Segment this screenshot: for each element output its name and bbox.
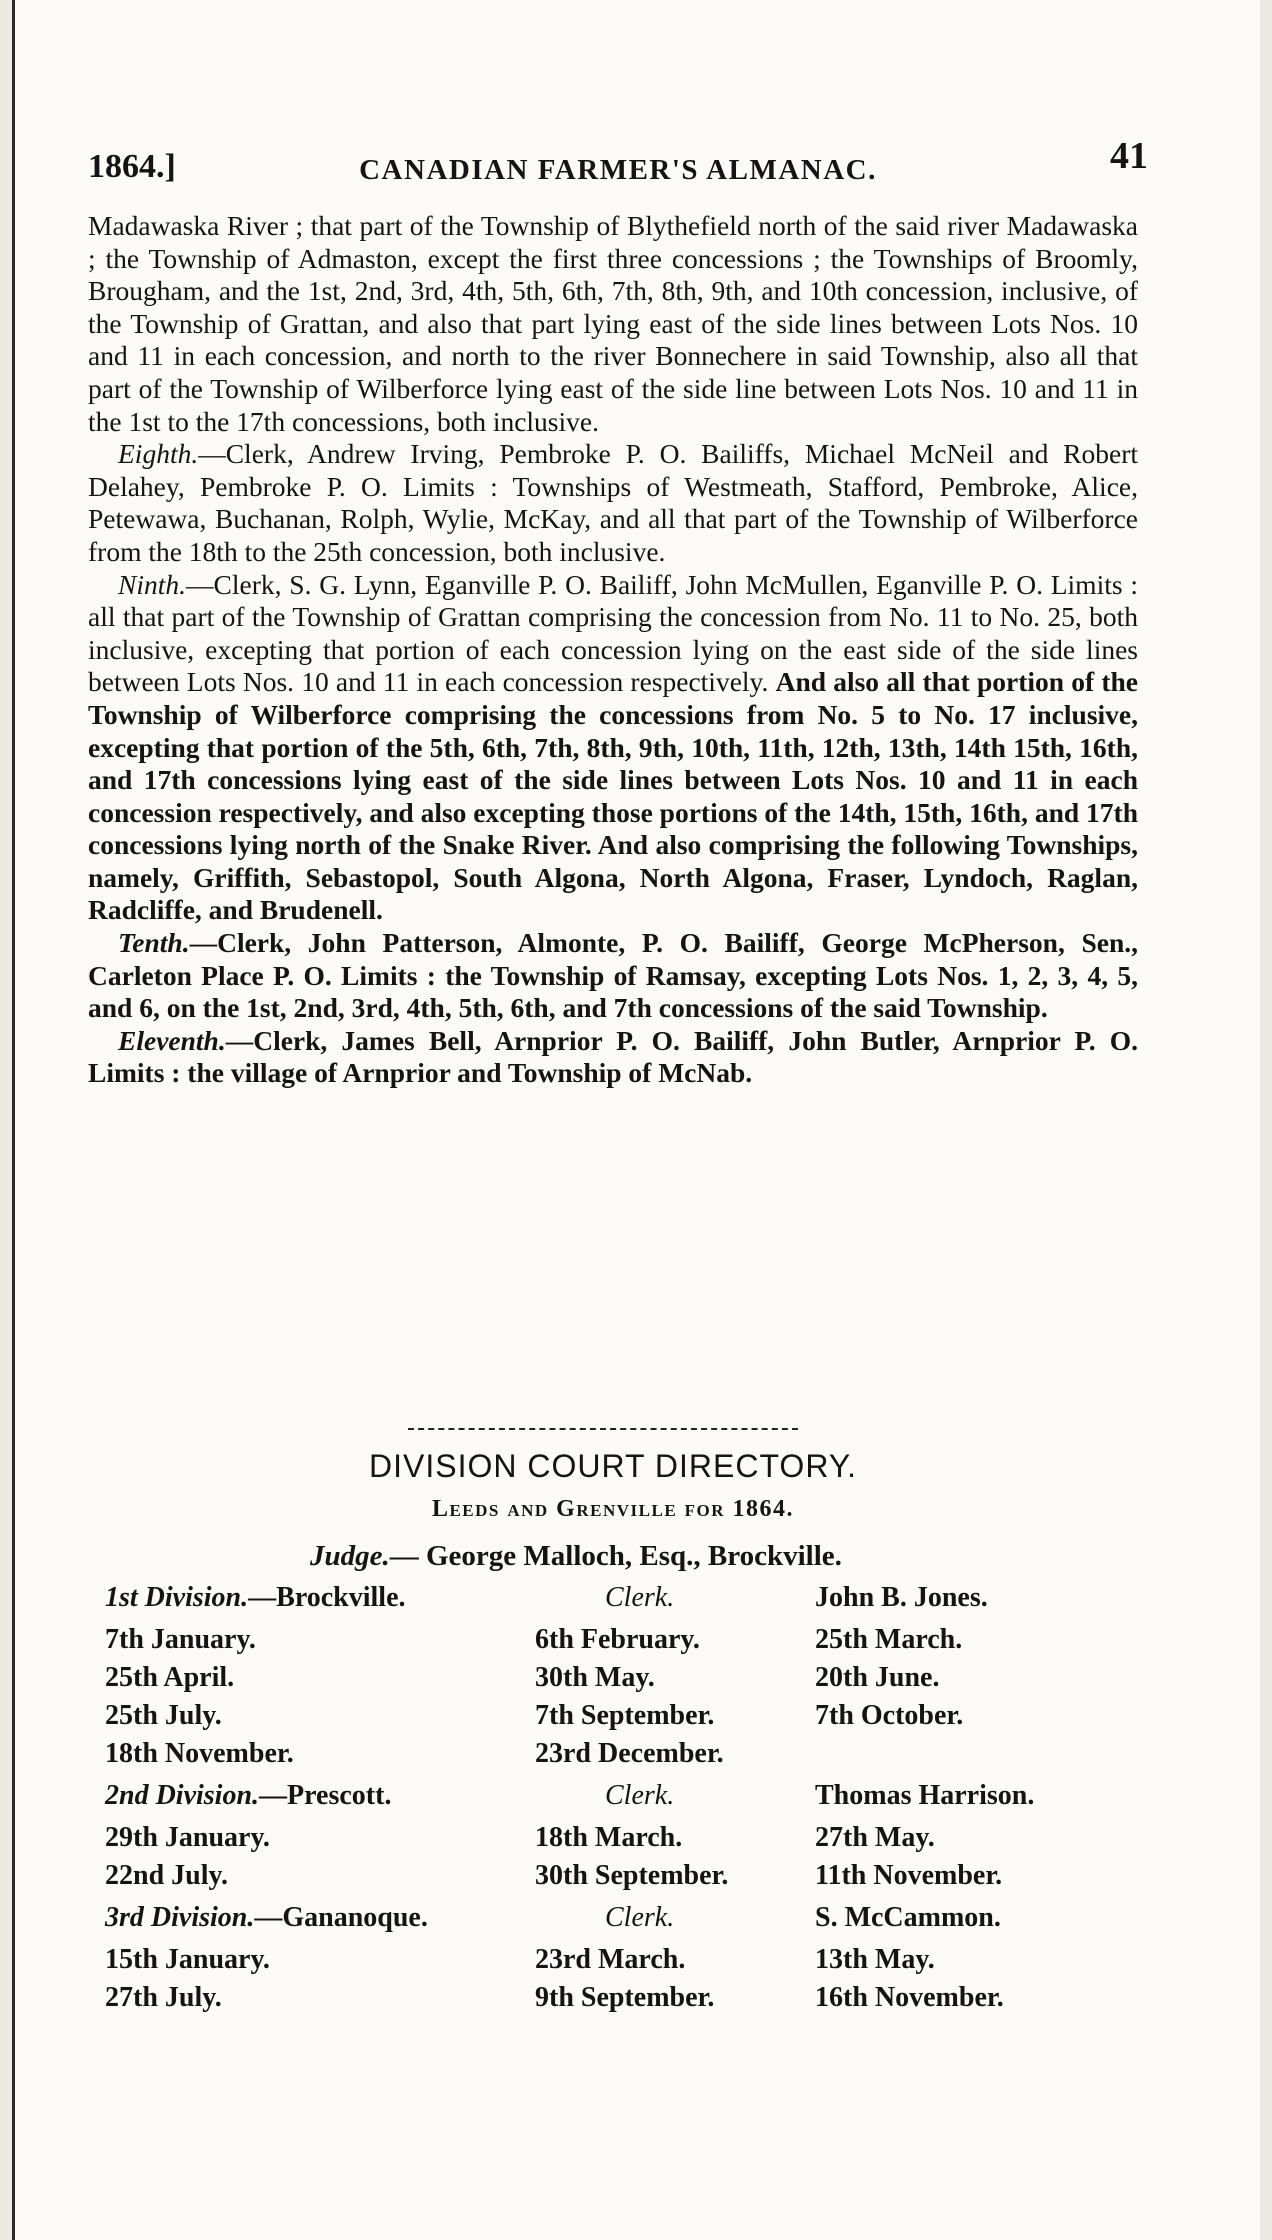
- judge-name: — George Malloch, Esq., Brockville.: [389, 1540, 842, 1572]
- body-text: [88, 210, 1138, 1090]
- paragraph-tenth: [88, 927, 1138, 1025]
- paragraph-eighth: [88, 438, 1138, 568]
- division-name: 3rd Division.—Gananoque.: [105, 1902, 428, 1933]
- date-cell: 18th November.: [105, 1738, 294, 1769]
- date-cell: 22nd July.: [105, 1860, 228, 1891]
- paragraph-continuation: Madawaska River ; that part of the Township of Blythefield north of the said river Madawaska ; the Township of Admaston, except the first three concessions ; the Townships of Broomly, Brougham, and the 1st, 2nd, 3rd, 4th, 5th, 6th, 7th, 8th, 9th, and 10th concession, inclusive, of the Township of Grattan, and also that part lying east of the side lines between Lots Nos. 10 and 11 in each concession, and north to the river Bonnechere in said Township, also all that part of the Township of Wilberforce lying east of the side line between Lots Nos. 10 and 11 in the 1st to the 17th concessions, both inclusive.: [88, 210, 1138, 437]
- paragraph-text: —Clerk, Andrew Irving, Pembroke P. O. Bailiffs, Michael McNeil and Robert Delahey, Pembroke P. O. Limits : Townships of Westmeath, Stafford, Pembroke, Alice, Petewawa, Buchanan, Rolph, Wylie, McKay, and all that part of the Township of Wilberforce from the 18th to the 25th concession, both inclusive.: [88, 438, 1138, 567]
- division-header: [105, 1582, 1115, 1624]
- date-row: [105, 1982, 1115, 2020]
- date-row: [105, 1822, 1115, 1860]
- date-row: [105, 1700, 1115, 1738]
- paragraph-text: —Clerk, John Patterson, Almonte, P. O. Bailiff, George McPherson, Sen., Carleton Place P. O. Limits : the Township of Ramsay, excepting Lots Nos. 1, 2, 3, 4, 5, and 6, on the 1st, 2nd, 3rd, 4th, 5th, 6th, and 7th concessions of the said Township.: [88, 927, 1138, 1024]
- clerk-name: S. McCammon.: [815, 1902, 1001, 1933]
- header-year: 1864.]: [88, 148, 176, 185]
- date-cell: 25th March.: [815, 1624, 963, 1655]
- division-label: Ninth.: [118, 568, 186, 600]
- date-cell: 16th November.: [815, 1982, 1004, 2013]
- division-label: Eleventh.: [118, 1024, 226, 1056]
- date-row: [105, 1662, 1115, 1700]
- date-row: [105, 1624, 1115, 1662]
- date-cell: 27th July.: [105, 1982, 222, 2013]
- page-header: [88, 128, 1148, 188]
- header-title: CANADIAN FARMER'S ALMANAC.: [359, 154, 877, 186]
- judge-line: [310, 1540, 842, 1573]
- clerk-label: Clerk.: [605, 1582, 675, 1613]
- date-cell: 23rd March.: [535, 1944, 686, 1975]
- clerk-label: Clerk.: [605, 1902, 675, 1933]
- date-cell: 29th January.: [105, 1822, 270, 1853]
- division-header: [105, 1902, 1115, 1944]
- paragraph-text: —Clerk, S. G. Lynn, Eganville P. O. Bailiff, John McMullen, Eganville P. O. Limits : all that part of the Township of Grattan comprising the concession from No. 11 to No. 25, both inclusive, excepting that portion of each concession lying on the east side of the side lines between Lots Nos. 10 and 11 in each concession respectively.: [88, 568, 1138, 698]
- date-cell: 18th March.: [535, 1822, 683, 1853]
- date-cell: 15th January.: [105, 1944, 270, 1975]
- court-schedule: [105, 1582, 1115, 2020]
- date-cell: 20th June.: [815, 1662, 940, 1693]
- directory-subtitle: Leeds and Grenville for 1864.: [431, 1496, 795, 1522]
- section-divider: [408, 1428, 798, 1430]
- date-cell: 9th September.: [535, 1982, 715, 2013]
- clerk-name: Thomas Harrison.: [815, 1780, 1035, 1811]
- directory-title: DIVISION COURT DIRECTORY.: [369, 1448, 857, 1484]
- date-cell: 23rd December.: [535, 1738, 724, 1769]
- date-row: [105, 1860, 1115, 1902]
- paragraph-eleventh: [88, 1025, 1138, 1090]
- paragraph-ninth: [88, 569, 1138, 928]
- page-number: 41: [1110, 135, 1148, 177]
- clerk-label: Clerk.: [605, 1780, 675, 1811]
- division-label: Tenth.: [118, 927, 190, 959]
- date-cell: 27th May.: [815, 1822, 935, 1853]
- judge-label: Judge.: [310, 1540, 390, 1572]
- division-name: 2nd Division.—Prescott.: [105, 1780, 392, 1811]
- date-cell: 7th January.: [105, 1624, 256, 1655]
- date-cell: 25th April.: [105, 1662, 235, 1693]
- date-row: [105, 1944, 1115, 1982]
- division-header: [105, 1780, 1115, 1822]
- date-cell: 30th May.: [535, 1662, 655, 1693]
- date-cell: 25th July.: [105, 1700, 222, 1731]
- division-label: Eighth.: [118, 438, 199, 470]
- date-cell: 11th November.: [815, 1860, 1003, 1891]
- date-cell: 7th October.: [815, 1700, 964, 1731]
- date-cell: 7th September.: [535, 1700, 715, 1731]
- division-name: 1st Division.—Brockville.: [105, 1582, 406, 1613]
- paragraph-text: —Clerk, James Bell, Arnprior P. O. Bailiff, John Butler, Arnprior P. O. Limits : the village of Arnprior and Township of McNab.: [88, 1024, 1138, 1089]
- date-cell: 6th February.: [535, 1624, 700, 1655]
- date-row: [105, 1738, 1115, 1780]
- date-cell: 13th May.: [815, 1944, 935, 1975]
- paragraph-text-bold: And also all that portion of the Township of Wilberforce comprising the concessions from No. 5 to No. 17 inclusive, excepting that portion of the 5th, 6th, 7th, 8th, 9th, 10th, 11th, 12th, 13th, 14th 15th, 16th, and 17th concessions lying east of the side lines between Lots Nos. 10 and 11 in each concession respectively, and also excepting those portions of the 14th, 15th, 16th, and 17th concessions lying north of the Snake River. And also comprising the following Townships, namely, Griffith, Sebastopol, South Algona, North Algona, Fraser, Lyndoch, Raglan, Radcliffe, and Brudenell.: [88, 666, 1139, 926]
- clerk-name: John B. Jones.: [815, 1582, 988, 1613]
- date-cell: 30th September.: [535, 1860, 729, 1891]
